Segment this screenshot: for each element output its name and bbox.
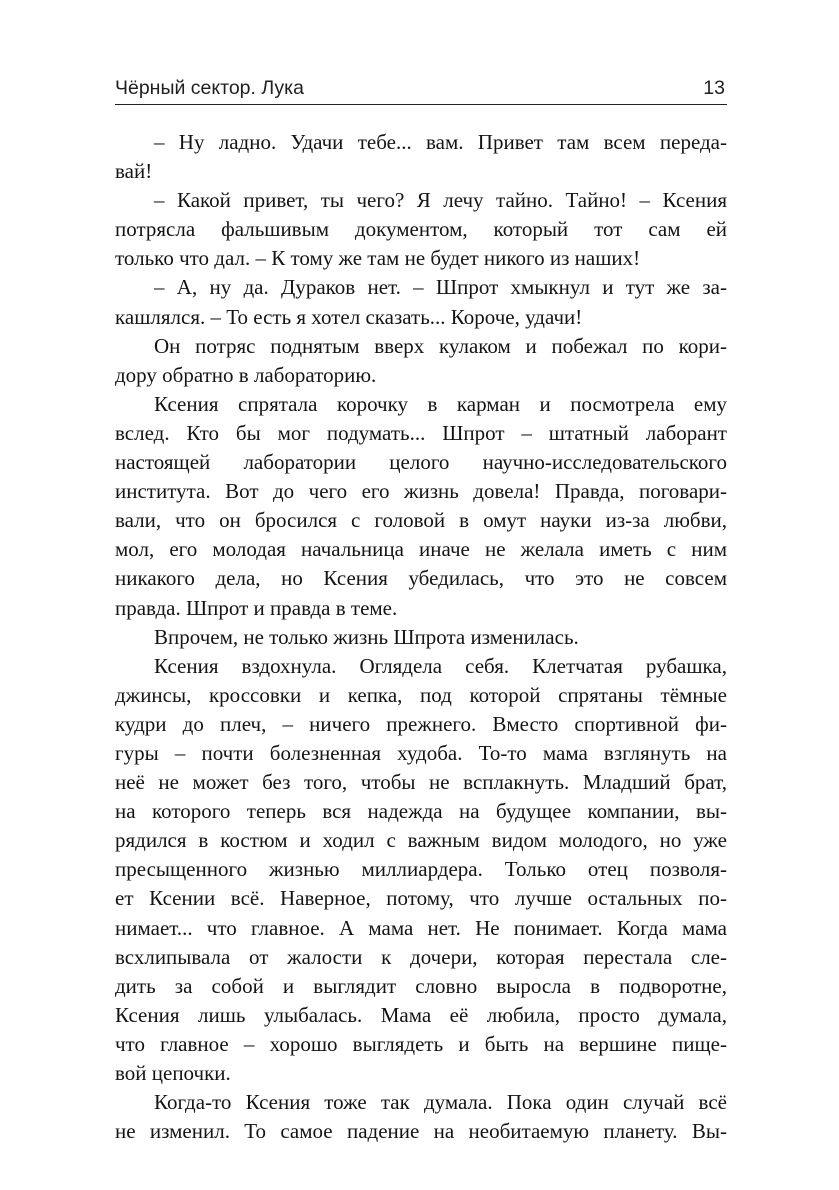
text-line: мол, его молодая начальница иначе не желала иметь с ним <box>115 537 727 562</box>
text-line: не изменил. То самое падение на необитаемую планету. Вы- <box>115 1119 727 1144</box>
text-line: всхлипывала от жалости к дочери, которая перестала сле- <box>115 944 727 969</box>
text-line: кашлялся. – То есть я хотел сказать... Короче, удачи! <box>115 304 583 329</box>
text-line: кудри до плеч, – ничего прежнего. Вместо спортивной фи- <box>115 711 727 736</box>
text-line: настоящей лаборатории целого научно-исследовательского <box>115 450 727 475</box>
text-line: Он потряс поднятым вверх кулаком и побежал по кори- <box>154 333 727 358</box>
text-line: Ксения спрятала корочку в карман и посмотрела ему <box>154 391 727 416</box>
text-line: пресыщенного жизнью миллиардера. Только отец позволя- <box>115 857 727 882</box>
running-header <box>115 72 727 104</box>
text-line: института. Вот до чего его жизнь довела! Правда, поговари- <box>115 479 727 504</box>
text-line: гуры – почти болезненная худоба. То-то мама взглянуть на <box>115 740 727 765</box>
text-line: ет Ксении всё. Наверное, потому, что лучше остальных по- <box>115 886 727 911</box>
text-line: дить за собой и выглядит словно выросла в подворотне, <box>115 973 727 998</box>
text-line: никакого дела, но Ксения убедилась, что это не совсем <box>115 566 727 591</box>
text-line: вслед. Кто бы мог подумать... Шпрот – штатный лаборант <box>115 420 727 445</box>
text-line: только что дал. – К тому же там не будет никого из наших! <box>115 246 641 271</box>
text-line: Ксения вздохнула. Оглядела себя. Клетчатая рубашка, <box>154 653 727 678</box>
text-line: вай! <box>115 159 153 184</box>
text-line: дору обратно в лабораторию. <box>115 362 377 387</box>
text-line: Когда-то Ксения тоже так думала. Пока один случай всё <box>154 1090 727 1115</box>
page-number: 13 <box>703 77 725 99</box>
text-line: потрясла фальшивым документом, который тот сам ей <box>115 217 727 242</box>
text-line: Впрочем, не только жизнь Шпрота изменилась. <box>154 624 579 649</box>
text-line: – Ну ладно. Удачи тебе... вам. Привет там всем переда- <box>154 130 727 154</box>
text-line: рядился в костюм и ходил с важным видом молодого, но уже <box>115 828 727 853</box>
text-line: что главное – хорошо выглядеть и быть на вершине пище- <box>115 1031 727 1056</box>
text-line: вой цепочки. <box>115 1061 231 1085</box>
text-line: – А, ну да. Дураков нет. – Шпрот хмыкнул и тут же за- <box>154 275 727 300</box>
text-line: джинсы, кроссовки и кепка, под которой спрятаны тёмные <box>115 682 727 707</box>
text-line: неё не может без того, чтобы не всплакнуть. Младший брат, <box>115 770 727 795</box>
text-line: нимает... что главное. А мама нет. Не понимает. Когда мама <box>115 915 727 940</box>
book-title: Чёрный сектор. Лука <box>115 77 304 99</box>
text-line: вали, что он бросился с головой в омут науки из-за любви, <box>115 508 727 533</box>
text-line: правда. Шпрот и правда в теме. <box>115 595 398 620</box>
text-line: на которого теперь вся надежда на будущее компании, вы- <box>115 799 727 824</box>
header-rule <box>115 104 727 105</box>
body-text <box>115 128 727 1146</box>
text-line: Ксения лишь улыбалась. Мама её любила, просто думала, <box>115 1002 727 1027</box>
text-line: – Какой привет, ты чего? Я лечу тайно. Тайно! – Ксения <box>154 188 727 213</box>
